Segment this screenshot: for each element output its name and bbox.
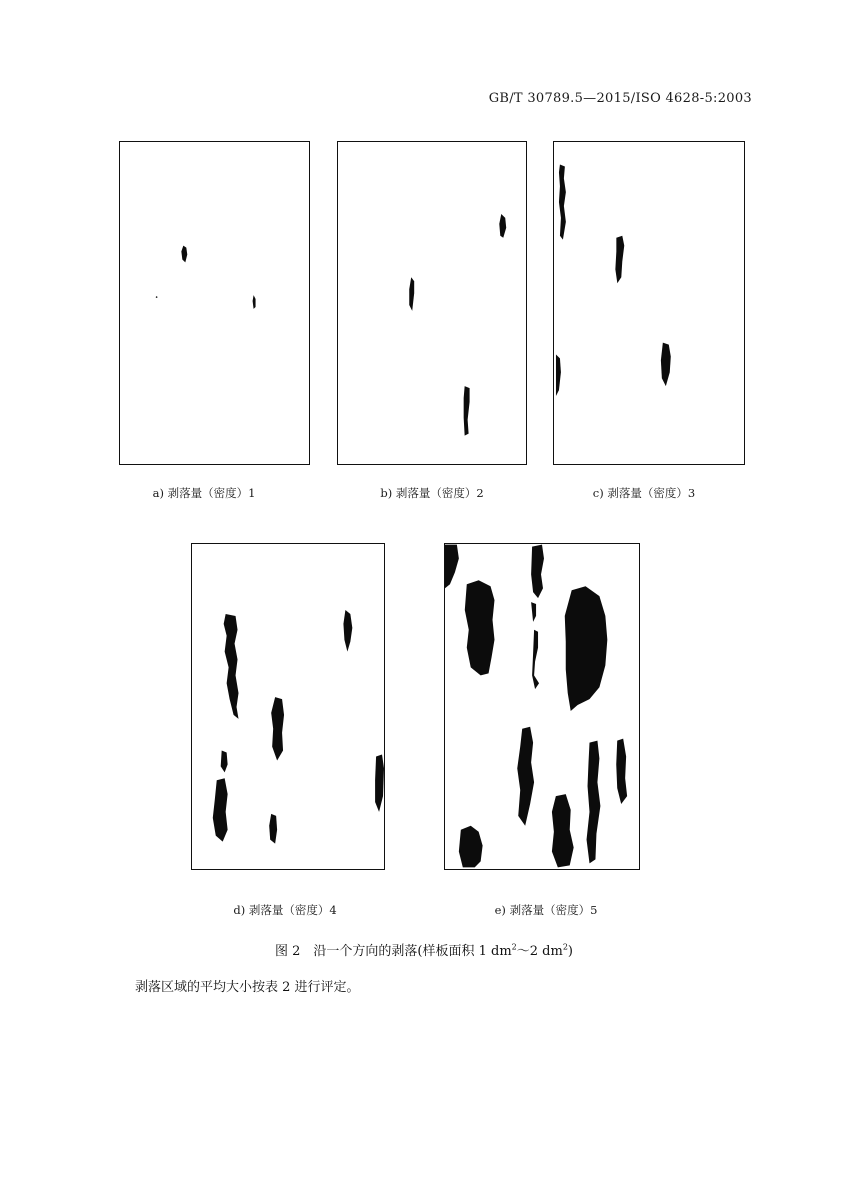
- figure-title-main: 图 2 沿一个方向的剥落(样板面积 1 dm: [275, 944, 512, 959]
- flake: [531, 602, 536, 622]
- superscript: 2: [562, 942, 568, 952]
- flake: [661, 343, 671, 387]
- flake: [343, 610, 352, 652]
- flake: [615, 236, 624, 283]
- body-paragraph: 剥落区域的平均大小按表 2 进行评定。: [135, 980, 360, 995]
- flake: [517, 727, 534, 826]
- flake-pattern-a: [120, 142, 309, 464]
- flake: [464, 386, 470, 435]
- figure-panel-e: [444, 543, 640, 870]
- flake: [559, 164, 566, 239]
- figure-title: [0, 940, 848, 959]
- flake: [459, 826, 483, 868]
- flake: [213, 778, 228, 841]
- flake: [375, 755, 384, 812]
- panel-caption-d: d) 剥落量（密度）4: [233, 903, 337, 917]
- flake: [271, 697, 284, 760]
- panel-caption-b: b) 剥落量（密度）2: [380, 486, 484, 500]
- flake: [532, 630, 539, 689]
- flake: [531, 545, 544, 598]
- panel-caption-a: a) 剥落量（密度）1: [152, 486, 256, 500]
- flake: [224, 614, 239, 719]
- flake: [409, 277, 414, 311]
- speck: [156, 296, 158, 298]
- figure-title-mid: ～2 dm: [516, 944, 563, 959]
- flake: [556, 354, 561, 396]
- figure-panel-a: [119, 141, 310, 465]
- superscript: 2: [511, 942, 517, 952]
- flake: [181, 246, 187, 263]
- flake: [499, 214, 506, 238]
- standard-number: GB/T 30789.5—2015/ISO 4628-5:2003: [488, 91, 752, 106]
- flake: [269, 814, 277, 844]
- flake: [221, 751, 228, 773]
- flake-pattern-b: [338, 142, 526, 464]
- flake: [565, 586, 608, 711]
- figure-panel-d: [191, 543, 385, 870]
- flake: [465, 580, 495, 675]
- flake-pattern-d: [192, 544, 384, 869]
- flake: [253, 295, 256, 309]
- flake-pattern-e: [445, 544, 639, 869]
- flake-pattern-c: [554, 142, 744, 464]
- flake: [552, 794, 574, 867]
- figure-panel-b: [337, 141, 527, 465]
- figure-panel-c: [553, 141, 745, 465]
- figure-title-end: ): [567, 944, 573, 959]
- panel-caption-c: c) 剥落量（密度）3: [592, 486, 696, 500]
- panel-caption-e: e) 剥落量（密度）5: [494, 903, 598, 917]
- flake: [445, 545, 459, 589]
- flake: [587, 741, 601, 864]
- flake: [616, 739, 627, 804]
